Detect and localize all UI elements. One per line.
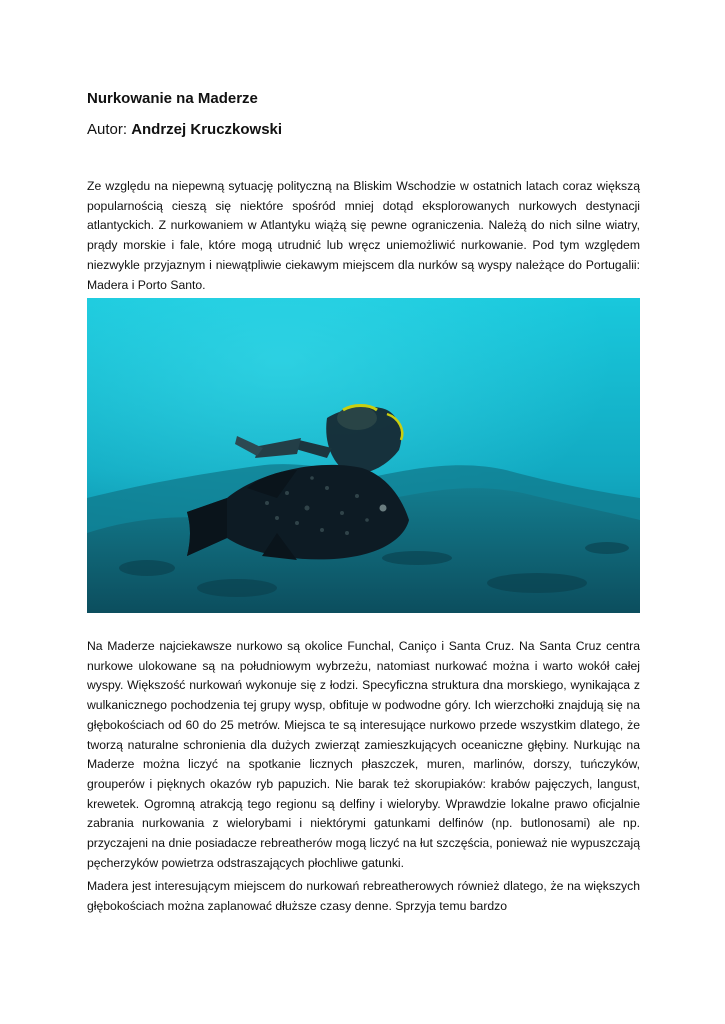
paragraph-2: Na Maderze najciekawsze nurkowo są okolice Funchal, Caniço i Santa Cruz. Na Santa Cruz centra nurkowe ulokowane są na południowym wybrzeżu, natomiast nurkować można i warto wokół całej wyspy. Większość nurkowań wykonuje się z łodzi. Specyficzna struktura dna morskiego, wynikająca z wulkanicznego pochodzenia tej grupy wysp, obfituje w podwodne góry. Ich wierzchołki znajdują się na głębokościach od 60 do 25 metrów. Miejsca te są interesujące nurkowo przede wszystkim dlatego, że tworzą naturalne schronienia dla dużych zwierząt zamieszkujących oceaniczne głębiny. Nurkując na Maderze można liczyć na spotkanie licznych płaszczek, muren, marlinów, dorszy, tuńczyków, grouperów i pięknych okazów ryb papuzich. Nie barak też skorupiaków: krabów pajęczych, langust, krewetek. Ogromną atrakcją tego regionu są delfiny i wieloryby. Wprawdzie lokalne prawo oficjalnie zabrania nurkowania z wielorybami i niektórymi gatunkami delfinów (np. butlonosami) ale np. przyczajeni na dnie posiadacze rebreatherów mogą liczyć na łut szczęścia, ponieważ nie wypuszczają pęcherzyków powietrza odstraszających płochliwe gatunki.: [87, 639, 640, 870]
underwater-photo: [87, 298, 640, 613]
author-prefix: Autor:: [87, 121, 132, 138]
article-author: [87, 121, 282, 138]
author-name: Andrzej Kruczkowski: [131, 121, 283, 138]
paragraph-1: Ze względu na niepewną sytuację polityczną na Bliskim Wschodzie w ostatnich latach coraz większą popularnością cieszą się niektóre spośród mniej dotąd eksplorowanych nurkowych destynacji atlantyckich. Z nurkowaniem w Atlantyku wiążą się pewne ograniczenia. Należą do nich silne wiatry, prądy morskie i fale, które mogą utrudnić lub wręcz uniemożliwić nurkowanie. Pod tym względem niezwykle przyjaznym i niewątpliwie ciekawym miejscem dla nurków są wyspy należące do Portugalii: Madera i Porto Santo.: [87, 179, 640, 292]
article-title: Nurkowanie na Maderze: [87, 90, 258, 107]
paragraph-3: Madera jest interesującym miejscem do nurkowań rebreatherowych również dlatego, że na większych głębokościach można zaplanować dłuższe czasy denne. Sprzyja temu bardzo: [87, 879, 640, 913]
